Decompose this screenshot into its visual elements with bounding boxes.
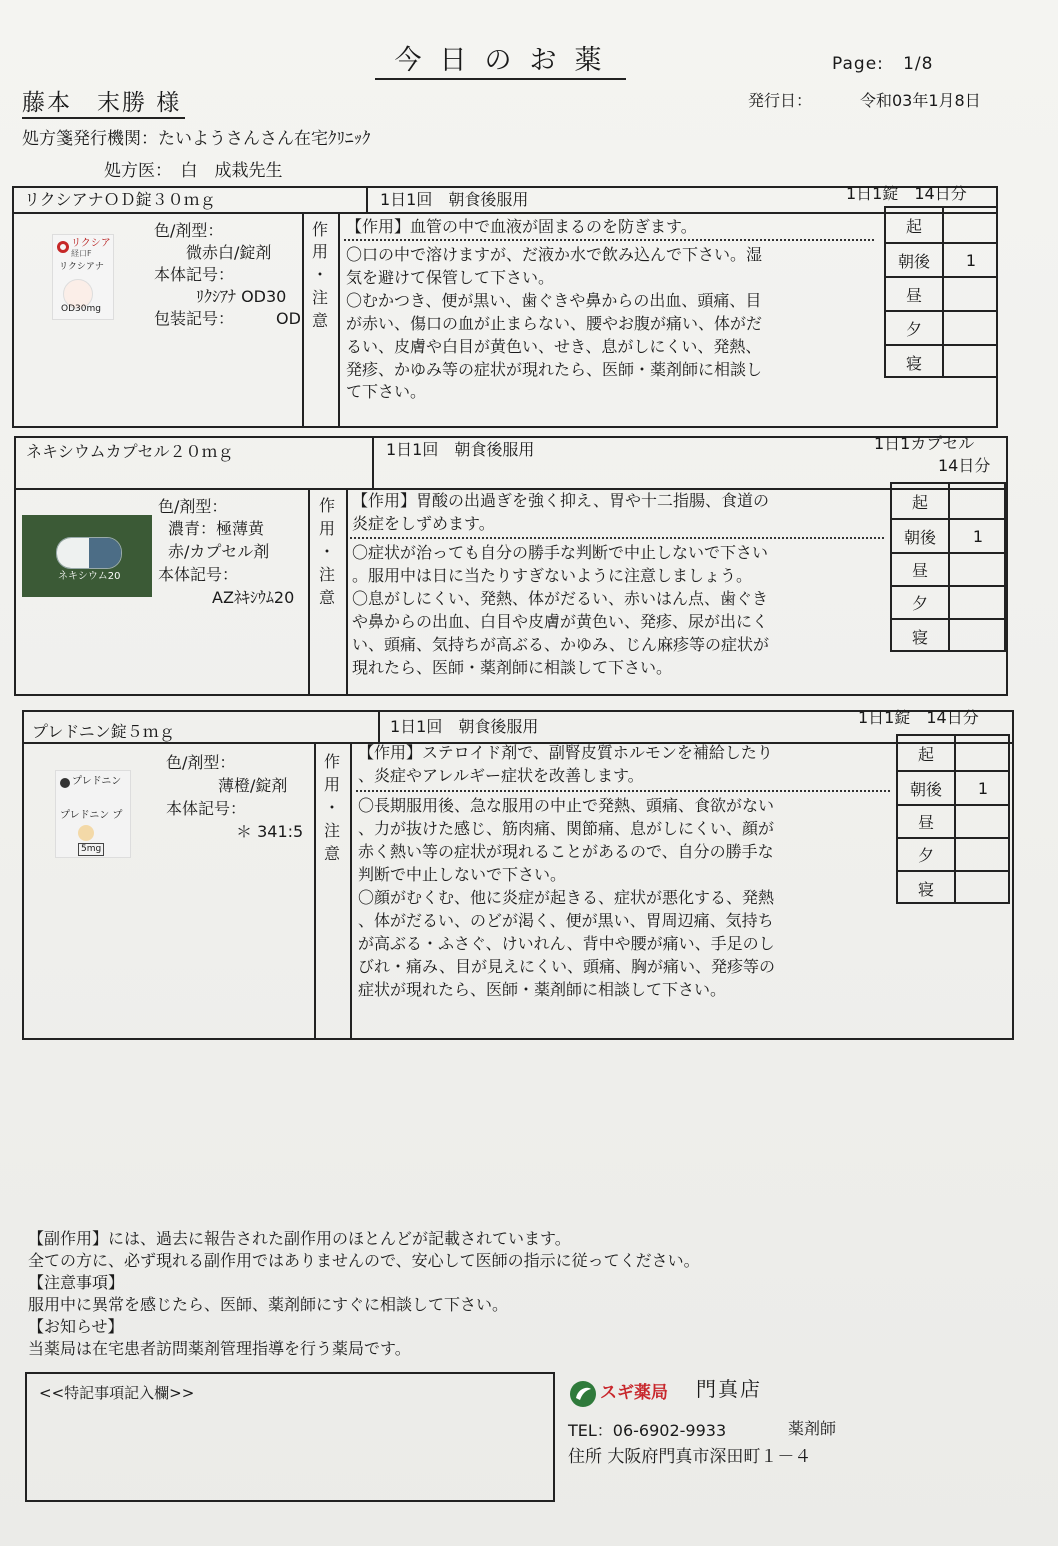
- dose-schedule: 起 朝後 1 昼 夕 寝: [890, 482, 1006, 652]
- drug-amount: 1日1カプセル: [874, 434, 975, 453]
- page-number: Page: 1/8: [832, 54, 934, 74]
- drug-amount: 1日1錠 14日分: [858, 708, 979, 727]
- drug-name: プレドニン錠５ｍｇ: [32, 722, 175, 741]
- pharmacy-branch: 門真店: [696, 1377, 762, 1401]
- dose-schedule: 起 朝後 1 昼 夕 寝: [896, 734, 1010, 904]
- pharmacist-label: 薬剤師: [788, 1419, 837, 1438]
- drug-photo: リクシア 経口F リクシアナ OD30mg: [52, 234, 114, 320]
- patient-name: 藤本 末勝 様: [22, 84, 185, 119]
- drug-effect: 【作用】血管の中で血液が固まるのを防ぎます。: [346, 217, 697, 236]
- medication-sheet: 今日のお薬 Page: 1/8 藤本 末勝 様 発行日： 令和03年1月8日 処方箋発行機関：たいようさんさん在宅ｸﾘﾆｯｸ 処方医： 白 成栽先生 リクシアナＯＤ錠３０ｍｇ 1日1回 朝食後服用 1日1錠 14日分 リクシア 経口F リクシアナ OD30mg 色/剤型： 微赤白/錠剤 本体記号： ﾘｸｼｱﾅ OD30 包装記号： OD 作 用 ・ 注 意 【作用】血管の中で血液が固まるのを防ぎます。 〇口の中で溶けますが、だ液か水で飲み込んで下さい。湿 気を避けて保管して下さい。 〇むかつき、便が黒い、歯ぐきや鼻からの出血、頭痛、目 が赤い、傷口の血が止まらない、腰やお腹が痛い、体がだ るい、皮膚や白目が黄色い、せき、息がしにくい、発熱、 発疹、かゆみ等の症状が現れたら、医師・薬剤師に相談し て下さい。 起 朝後 1 昼 夕 寝 ネキシウムカプセル２０ｍｇ 1日1回 朝食後服用 1日1カプセル 14日分 ネキシウム20 色/剤型： 濃青：極薄黄 赤/カプセル剤 本体記号： AZﾈｷｼｳﾑ20 作 用 ・ 注 意 【作用】胃酸の出過ぎを強く抑え、胃や十二指腸、食道の 炎症をしずめます。 〇症状が治っても自分の勝手な判断で中止しないで下さい 。服用中は日に当たりすぎないように注意しましょう。 〇息がしにくい、発熱、体がだるい、赤いはん点、歯ぐき や鼻からの出血、白目や皮膚が黄色い、発疹、尿が出にく い、頭痛、気持ちが高ぶる、かゆみ、じん麻疹等の症状が 現れたら、医師・薬剤師に相談して下さい。 起 朝後 1 昼 夕 寝 プレドニン錠５ｍｇ 1日1回 朝食後服用 1日1錠 14日分 プレドニン プレドニン プ 5mg 色/剤型： 薄橙/錠剤 本体記号： ＊ 341:5 作 用 ・ 注 意 【作用】ステロイド剤で、副腎皮質ホルモンを補給したり 、炎症やアレルギー症状を改善します。 〇長期服用後、急な服用の中止で発熱、頭痛、食欲がない 、力が抜けた感じ、筋肉痛、関節痛、息がしにくい、顔が 赤く熱い等の症状が現れることがあるので、自分の勝手な 判断で中止しないで下さい。 〇顔がむくむ、他に炎症が起きる、症状が悪化する、発熱 、体がだるい、のどが渇く、便が黒い、胃周辺痛、気持ち が高ぶる・ふさぐ、けいれん、背中や腰が痛い、手足のし びれ・痛み、目が見えにくい、頭痛、胸が痛い、発疹等の 症状が現れたら、医師・薬剤師に相談して下さい。 起 朝後 1 昼 夕 寝 【副作用】には、過去に報告された副作用のほとんどが記載されています。 全ての方に、必ず現れる副作用ではありませんので、安心して医師の指示に従ってください。 【注意事項】 服用中に異常を感じたら、医師、薬剤師にすぐに相談して下さい。 【お知らせ】 当薬局は在宅患者訪問薬剤管理指導を行う薬局です。 <<特記事項記入欄>> スギ薬局 門真店 TEL：06-6902-9933 薬剤師 住所 大阪府門真市深田町１－４: [0, 0, 1058, 1546]
- drug-photo: ネキシウム20: [22, 515, 152, 597]
- special-notes-box[interactable]: [25, 1372, 555, 1502]
- pharmacy-address: 住所 大阪府門真市深田町１－４: [568, 1447, 812, 1467]
- drug-name: リクシアナＯＤ錠３０ｍｇ: [24, 190, 216, 209]
- drug-photo: プレドニン プレドニン プ 5mg: [55, 770, 131, 858]
- special-notes-label: <<特記事項記入欄>>: [39, 1384, 195, 1402]
- issue-date-label: 発行日：: [748, 91, 813, 110]
- drug-dosage: 1日1回 朝食後服用: [380, 190, 529, 209]
- leaf-logo-icon: [568, 1380, 598, 1408]
- dose-schedule: 起 朝後 1 昼 夕 寝: [884, 206, 998, 378]
- drug-amount: 1日1錠 14日分: [846, 184, 967, 203]
- pharmacy-tel: TEL：06-6902-9933: [568, 1421, 727, 1440]
- prescribing-doctor: 処方医： 白 成栽先生: [104, 161, 283, 181]
- prescribing-institution: 処方箋発行機関：たいようさんさん在宅ｸﾘﾆｯｸ: [22, 129, 371, 149]
- drug-dosage: 1日1回 朝食後服用: [386, 440, 535, 459]
- drug-dosage: 1日1回 朝食後服用: [390, 717, 539, 736]
- issue-date: 令和03年1月8日: [860, 91, 981, 110]
- drug-name: ネキシウムカプセル２０ｍｇ: [26, 442, 234, 461]
- page-title: 今日のお薬: [0, 38, 1000, 77]
